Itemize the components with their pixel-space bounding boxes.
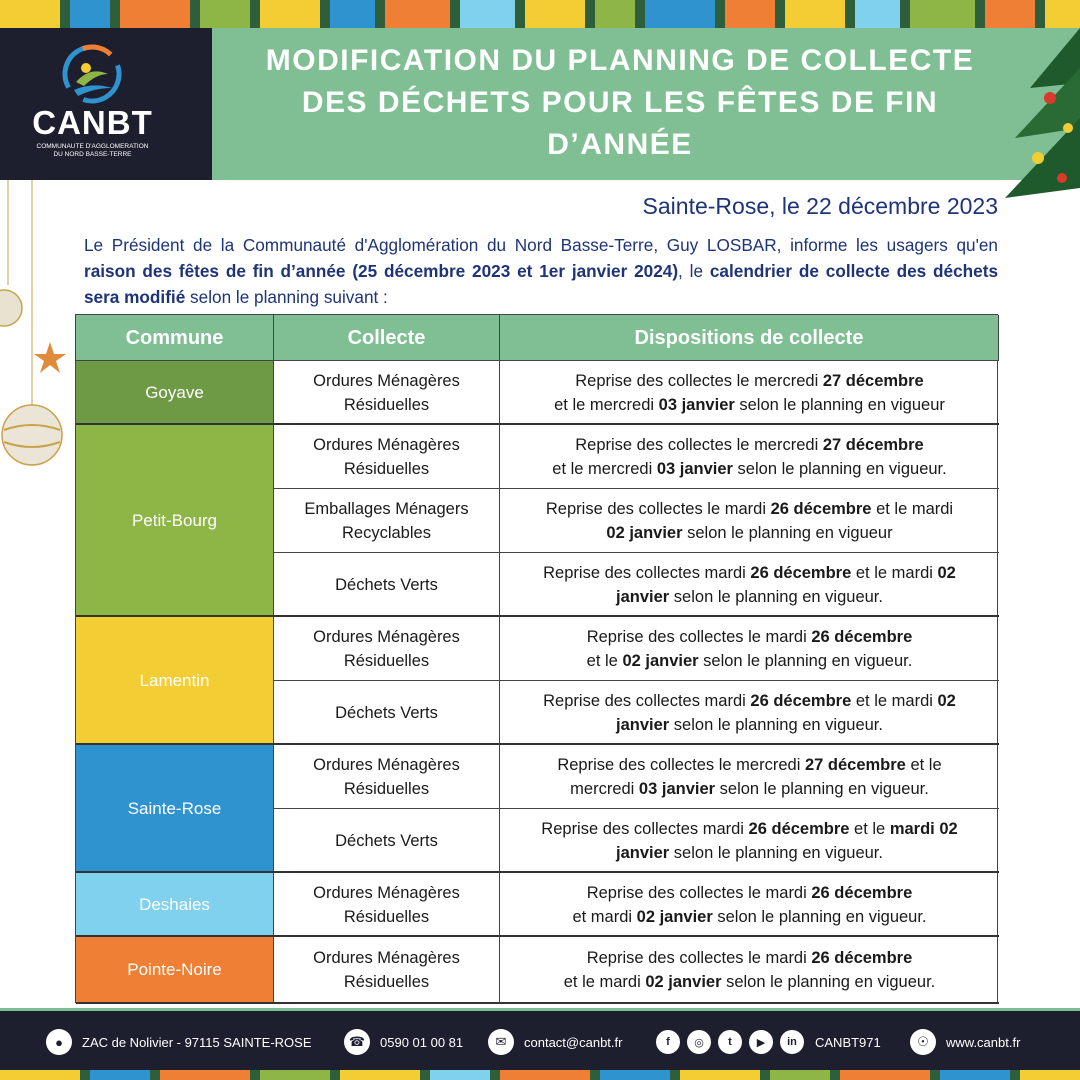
disposition-segment: et le mercredi xyxy=(552,459,657,478)
disposition-segment: et le mardi xyxy=(851,563,938,582)
disposition-text xyxy=(554,369,945,417)
disposition-bold-segment: 27 décembre xyxy=(822,371,924,390)
top-decorative-pattern xyxy=(0,0,1080,28)
collecte-cell xyxy=(274,489,500,553)
title-line-2: DES DÉCHETS POUR LES FÊTES DE FIN xyxy=(301,86,939,119)
date-line: Sainte-Rose, le 22 décembre 2023 xyxy=(642,193,998,219)
disposition-segment: et le xyxy=(849,819,890,838)
disposition-bold-segment: 26 décembre xyxy=(750,691,852,710)
phone-icon: ☎ xyxy=(344,1029,370,1055)
disposition-line xyxy=(587,625,913,649)
collecte-line: Résiduelles xyxy=(343,779,430,798)
brand-subtitle-line2: DU NORD BASSE-TERRE xyxy=(53,151,132,158)
disposition-line xyxy=(546,497,953,521)
disposition-bold-segment: 03 janvier xyxy=(656,459,733,478)
disposition-text xyxy=(557,753,941,801)
footer-phone-text: 0590 01 00 81 xyxy=(380,1034,464,1050)
disposition-cell xyxy=(500,361,999,425)
footer-social-handle: CANBT971 xyxy=(815,1034,881,1050)
disposition-text xyxy=(564,946,936,994)
collecte-line: Déchets Verts xyxy=(335,703,438,722)
disposition-segment: et le mercredi xyxy=(554,395,659,414)
collecte-cell xyxy=(274,553,500,617)
commune-cell: Pointe-Noire xyxy=(76,937,274,1004)
disposition-segment: Reprise des collectes mardi xyxy=(541,819,749,838)
collecte-text xyxy=(313,946,460,994)
collecte-line: Ordures Ménagères xyxy=(313,435,460,454)
disposition-line xyxy=(557,753,941,777)
collecte-line: Déchets Verts xyxy=(335,575,438,594)
collecte-text xyxy=(304,497,468,545)
commune-cell: Lamentin xyxy=(76,617,274,745)
collecte-cell xyxy=(274,361,500,425)
collecte-cell xyxy=(274,937,500,1004)
intro-bold-2: calendrier de collecte des déchets sera modifié xyxy=(84,261,999,307)
disposition-bold-segment: 27 décembre xyxy=(804,755,906,774)
disposition-cell xyxy=(500,617,999,681)
disposition-segment: Reprise des collectes le mercredi xyxy=(575,435,823,454)
table-header-cell: Commune xyxy=(76,315,274,361)
disposition-cell xyxy=(500,745,999,809)
disposition-line xyxy=(543,713,956,737)
disposition-line xyxy=(587,649,913,673)
disposition-line xyxy=(554,393,945,417)
footer-phone[interactable] xyxy=(344,1011,463,1073)
collecte-line: Résiduelles xyxy=(343,395,430,414)
canbt-logo-icon xyxy=(62,44,122,104)
disposition-text xyxy=(552,433,946,481)
collecte-text xyxy=(313,369,460,417)
disposition-bold-segment: janvier xyxy=(616,843,670,862)
disposition-segment: Reprise des collectes le mardi xyxy=(586,627,812,646)
mail-icon: ✉ xyxy=(488,1029,514,1055)
group-separator xyxy=(76,423,999,425)
collecte-text xyxy=(335,701,438,725)
disposition-line xyxy=(541,817,957,841)
disposition-bold-segment: 03 janvier xyxy=(658,395,735,414)
collecte-line: Emballages Ménagers xyxy=(304,499,469,518)
disposition-segment: et le mardi xyxy=(563,973,646,991)
disposition-segment: Reprise des collectes le mardi xyxy=(586,883,812,902)
disposition-segment: et le mardi xyxy=(871,499,954,518)
collecte-text xyxy=(313,753,460,801)
footer-address xyxy=(46,1011,312,1073)
disposition-segment: selon le planning en vigueur xyxy=(734,395,945,414)
collecte-text xyxy=(313,881,460,929)
footer-website-text: www.canbt.fr xyxy=(946,1034,1021,1050)
collecte-line: Résiduelles xyxy=(343,651,430,670)
brand-name: CANBT xyxy=(32,104,153,141)
disposition-bold-segment: 26 décembre xyxy=(748,819,850,838)
collecte-cell xyxy=(274,745,500,809)
collecte-line: Recyclables xyxy=(342,523,431,542)
disposition-segment: selon le planning en vigueur xyxy=(682,523,893,542)
table-header-cell: Dispositions de collecte xyxy=(500,315,999,361)
disposition-segment: mercredi xyxy=(570,779,639,798)
disposition-segment: selon le planning en vigueur. xyxy=(732,459,947,478)
intro-text-3: selon le planning suivant : xyxy=(185,287,388,307)
disposition-segment: et le xyxy=(586,651,623,670)
group-separator xyxy=(76,615,999,617)
page-title xyxy=(225,40,1015,166)
disposition-text xyxy=(572,881,926,929)
footer-socials xyxy=(656,1011,881,1073)
disposition-segment: selon le planning en vigueur. xyxy=(715,779,929,798)
disposition-bold-segment: 02 janvier xyxy=(636,907,713,926)
brand-subtitle-line1: COMMUNAUTE D'AGGLOMERATION xyxy=(36,143,149,150)
disposition-segment: Reprise des collectes mardi xyxy=(543,691,751,710)
christmas-tree-decoration-icon xyxy=(990,28,1080,208)
collecte-line: Résiduelles xyxy=(343,907,430,926)
disposition-line xyxy=(552,457,946,481)
linkedin-icon[interactable]: in xyxy=(780,1030,804,1054)
disposition-bold-segment: 02 janvier xyxy=(622,651,699,670)
collecte-line: Résiduelles xyxy=(343,973,430,991)
disposition-bold-segment: 02 janvier xyxy=(606,523,683,542)
youtube-icon[interactable]: ▶ xyxy=(749,1030,773,1054)
commune-cell: Deshaies xyxy=(76,873,274,937)
brand-subtitle xyxy=(20,143,165,159)
disposition-segment: selon le planning en vigueur. xyxy=(669,715,883,734)
disposition-line xyxy=(543,689,956,713)
collecte-line: Ordures Ménagères xyxy=(313,371,460,390)
intro-bold-1: raison des fêtes de fin d’année (25 décembre 2023 et 1er janvier 2024) xyxy=(84,261,679,281)
collecte-text xyxy=(313,625,460,673)
collecte-text xyxy=(335,573,438,597)
disposition-cell xyxy=(500,681,999,745)
disposition-cell xyxy=(500,425,999,489)
collecte-cell xyxy=(274,617,500,681)
group-separator xyxy=(76,935,999,937)
disposition-text xyxy=(587,625,913,673)
group-separator xyxy=(76,743,999,745)
disposition-bold-segment: mardi 02 xyxy=(889,819,958,838)
disposition-segment: Reprise des collectes le mercredi xyxy=(575,371,823,390)
disposition-line xyxy=(543,585,956,609)
collecte-text xyxy=(313,433,460,481)
location-icon: ● xyxy=(46,1029,72,1055)
disposition-line xyxy=(564,970,936,994)
disposition-segment: selon le planning en vigueur. xyxy=(712,907,927,926)
disposition-segment: selon le planning en vigueur. xyxy=(721,973,936,991)
commune-cell: Petit-Bourg xyxy=(76,425,274,617)
collecte-line: Ordures Ménagères xyxy=(313,627,460,646)
disposition-bold-segment: 26 décembre xyxy=(750,563,852,582)
disposition-segment: Reprise des collectes le mardi xyxy=(545,499,771,518)
disposition-text xyxy=(541,817,957,865)
collecte-text xyxy=(335,829,438,853)
disposition-text xyxy=(546,497,953,545)
disposition-bold-segment: 26 décembre xyxy=(811,949,913,967)
disposition-bold-segment: janvier xyxy=(616,587,670,606)
disposition-bold-segment: 27 décembre xyxy=(822,435,924,454)
disposition-cell xyxy=(500,489,999,553)
collecte-line: Résiduelles xyxy=(343,459,430,478)
disposition-bold-segment: janvier xyxy=(616,715,670,734)
disposition-line xyxy=(572,905,926,929)
commune-cell: Goyave xyxy=(76,361,274,425)
disposition-segment: selon le planning en vigueur. xyxy=(669,587,883,606)
disposition-segment: et le xyxy=(905,755,942,774)
collecte-line: Ordures Ménagères xyxy=(313,755,460,774)
instagram-icon[interactable]: ◎ xyxy=(687,1030,711,1054)
disposition-text xyxy=(543,561,956,609)
disposition-bold-segment: 02 xyxy=(937,563,956,582)
footer-website[interactable] xyxy=(910,1011,1020,1073)
disposition-cell xyxy=(500,873,999,937)
disposition-line xyxy=(552,433,946,457)
disposition-cell xyxy=(500,553,999,617)
title-line-1: MODIFICATION DU PLANNING DE COLLECTE xyxy=(265,44,975,77)
collecte-cell xyxy=(274,425,500,489)
footer-email[interactable] xyxy=(488,1011,622,1073)
collecte-line: Déchets Verts xyxy=(335,831,438,850)
title-line-3: D’ANNÉE xyxy=(547,128,693,161)
ornaments-decoration-icon xyxy=(0,180,70,480)
group-separator xyxy=(76,1002,999,1004)
disposition-segment: Reprise des collectes mardi xyxy=(543,563,751,582)
collecte-cell xyxy=(274,809,500,873)
collecte-cell xyxy=(274,873,500,937)
disposition-line xyxy=(541,841,957,865)
disposition-bold-segment: 02 xyxy=(937,691,956,710)
globe-icon: ☉ xyxy=(910,1029,936,1055)
intro-paragraph xyxy=(84,232,998,310)
footer-address-text: ZAC de Nolivier - 97115 SAINTE-ROSE xyxy=(82,1034,312,1050)
bottom-decorative-pattern xyxy=(0,1070,1080,1080)
disposition-cell xyxy=(500,809,999,873)
disposition-segment: Reprise des collectes le mercredi xyxy=(557,755,805,774)
intro-text-2: , le xyxy=(678,261,710,281)
disposition-segment: selon le planning en vigueur. xyxy=(698,651,913,670)
twitter-icon[interactable]: t xyxy=(718,1030,742,1054)
disposition-line xyxy=(557,777,941,801)
disposition-line xyxy=(564,946,936,970)
facebook-icon[interactable]: f xyxy=(656,1030,680,1054)
group-separator xyxy=(76,871,999,873)
footer xyxy=(0,1008,1080,1070)
commune-cell: Sainte-Rose xyxy=(76,745,274,873)
collection-schedule-table xyxy=(75,314,998,1003)
disposition-segment: et mardi xyxy=(572,907,637,926)
disposition-bold-segment: 02 janvier xyxy=(645,973,722,991)
collecte-cell xyxy=(274,681,500,745)
collecte-line: Ordures Ménagères xyxy=(313,883,460,902)
disposition-bold-segment: 26 décembre xyxy=(811,883,913,902)
intro-text-1: Le Président de la Communauté d'Agglomération du Nord Basse-Terre, Guy LOSBAR, informe les usagers qu'en xyxy=(84,235,998,255)
disposition-segment: Reprise des collectes le mardi xyxy=(586,949,812,967)
disposition-line xyxy=(543,561,956,585)
disposition-line xyxy=(546,521,953,545)
disposition-cell xyxy=(500,937,999,1004)
disposition-bold-segment: 26 décembre xyxy=(811,627,913,646)
disposition-line xyxy=(554,369,945,393)
disposition-line xyxy=(572,881,926,905)
table-header-cell: Collecte xyxy=(274,315,500,361)
disposition-segment: selon le planning en vigueur. xyxy=(669,843,883,862)
footer-email-text: contact@canbt.fr xyxy=(524,1034,623,1050)
disposition-bold-segment: 03 janvier xyxy=(638,779,716,798)
disposition-text xyxy=(543,689,956,737)
collecte-line: Ordures Ménagères xyxy=(313,949,460,967)
disposition-segment: et le mardi xyxy=(851,691,938,710)
disposition-bold-segment: 26 décembre xyxy=(770,499,872,518)
